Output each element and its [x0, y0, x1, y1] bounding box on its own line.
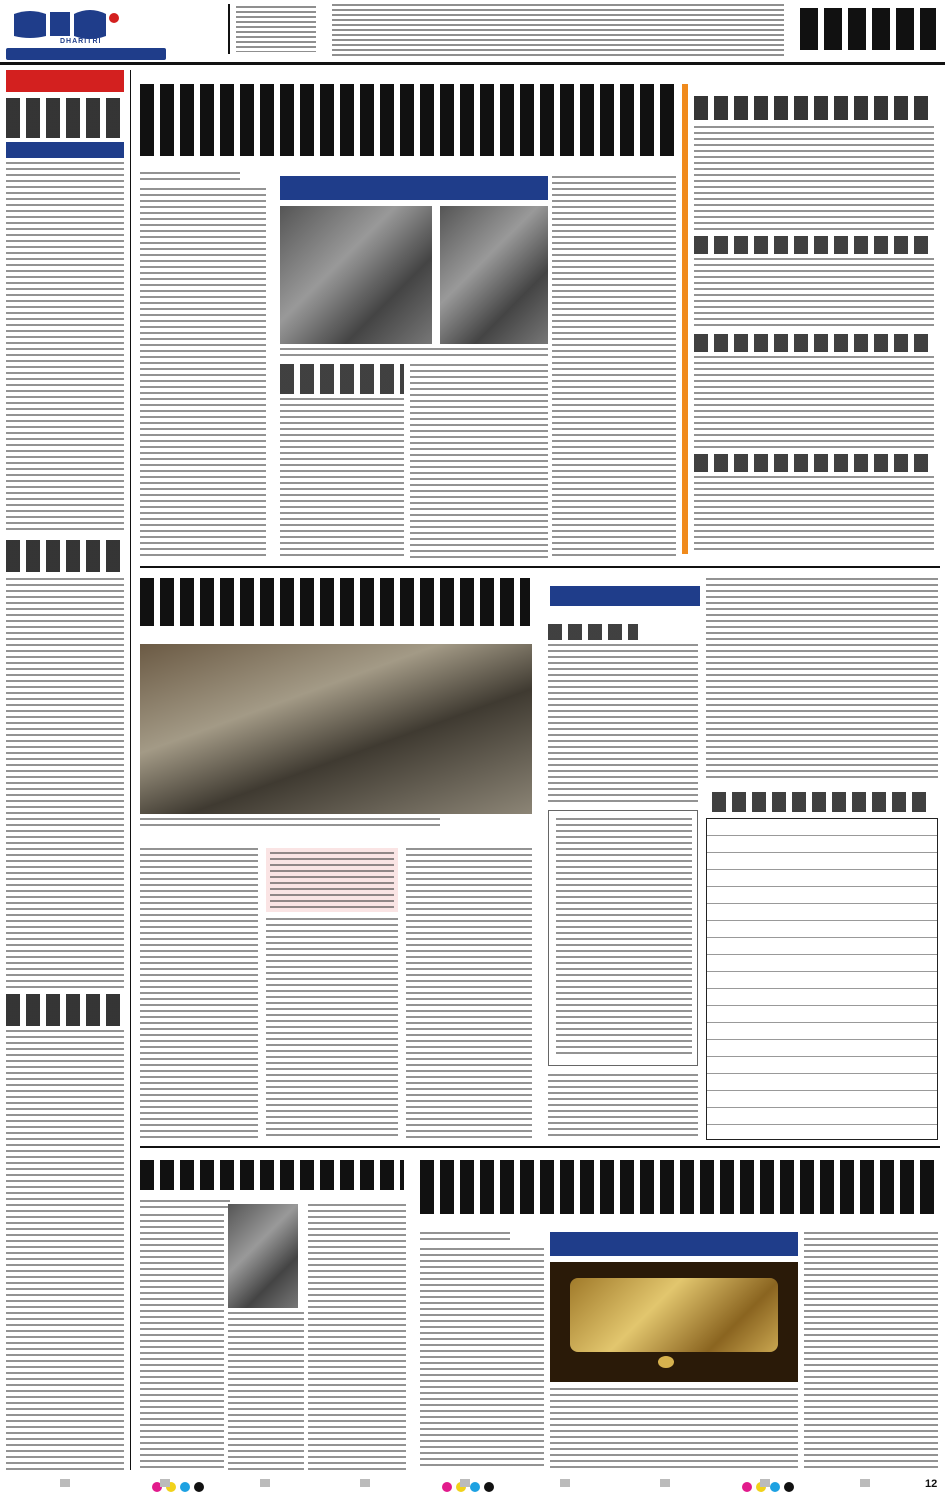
- data-table: [706, 818, 938, 1140]
- top-news-strip: [332, 4, 784, 56]
- assembly-highlight-text: [270, 852, 394, 908]
- obituary-headline: [140, 1160, 404, 1190]
- gold-byline: [420, 1232, 510, 1242]
- lead-bottom-rule: [140, 566, 940, 568]
- brand-logo-icon: [10, 6, 122, 42]
- continued-body-col3: [548, 1074, 698, 1138]
- lead-byline: [140, 172, 240, 182]
- left-story-headline: [6, 98, 124, 138]
- gold-subhead-bar: [550, 1232, 798, 1256]
- masthead: [0, 0, 945, 60]
- brand-latin-name: DHARITRI: [60, 38, 102, 45]
- continued-body-col2: [706, 578, 938, 778]
- sidebar-headline: [694, 96, 934, 120]
- mid-bottom-rule: [140, 1146, 940, 1148]
- quote-box-text: [556, 818, 692, 1058]
- gray-swatch-row: [60, 1479, 890, 1487]
- sidebar-subhead-1: [694, 236, 934, 254]
- lead-inner-headline: [280, 364, 404, 394]
- left-story-body: [6, 162, 124, 532]
- date-box: [6, 48, 166, 60]
- gold-nugget: [658, 1356, 674, 1368]
- obituary-body-col1: [140, 1214, 224, 1470]
- left-column-header: [6, 70, 124, 92]
- gold-photo: [550, 1262, 798, 1382]
- left-story-tag: [6, 142, 124, 158]
- left-story3-headline: [6, 994, 124, 1026]
- continued-tag: [550, 586, 700, 606]
- assembly-photo: [140, 644, 532, 814]
- gold-body-col1: [420, 1248, 544, 1470]
- lead-body-col1: [140, 188, 266, 558]
- sidebar-body-2: [694, 258, 934, 330]
- sidebar-body-4: [694, 476, 934, 552]
- masthead-divider: [228, 4, 230, 54]
- assembly-headline: [140, 578, 530, 626]
- left-column-divider: [130, 70, 131, 1470]
- assembly-body-col1: [140, 848, 258, 1138]
- gold-body-col3: [804, 1232, 938, 1470]
- table-title: [712, 792, 932, 812]
- sidebar-body-3: [694, 356, 934, 448]
- sidebar-body-1: [694, 126, 934, 230]
- masthead-rule: [0, 62, 945, 65]
- obituary-photo: [228, 1204, 298, 1308]
- gold-bar: [570, 1278, 778, 1352]
- assembly-body-col3: [406, 848, 532, 1138]
- left-story2-body: [6, 578, 124, 988]
- lead-headline: [140, 84, 675, 156]
- obituary-body-col3: [308, 1204, 406, 1470]
- continued-headline: [548, 624, 638, 640]
- lead-body-col3: [410, 364, 548, 558]
- lead-photo-left: [280, 206, 432, 344]
- left-story2-headline: [6, 540, 124, 572]
- section-label: [800, 8, 936, 50]
- assembly-body-col2: [266, 918, 398, 1138]
- obituary-byline: [140, 1200, 230, 1210]
- continued-body-col1: [548, 644, 698, 804]
- obituary-body-col2: [228, 1312, 304, 1470]
- registration-strip: [0, 1477, 945, 1491]
- gold-body-col2: [550, 1388, 798, 1470]
- page-number: 12: [925, 1478, 938, 1490]
- sidebar-subhead-2: [694, 334, 934, 352]
- sidebar-subhead-3: [694, 454, 934, 472]
- left-story3-body: [6, 1030, 124, 1470]
- lead-subhead-bar: [280, 176, 548, 200]
- lead-photo-right: [440, 206, 548, 344]
- lead-photo-caption: [280, 348, 548, 358]
- lead-body-col2: [280, 398, 404, 558]
- sidebar-accent: [682, 84, 688, 554]
- gold-headline: [420, 1160, 938, 1214]
- tagline: [236, 6, 316, 52]
- lead-body-col4: [552, 176, 676, 558]
- assembly-photo-caption: [140, 818, 440, 828]
